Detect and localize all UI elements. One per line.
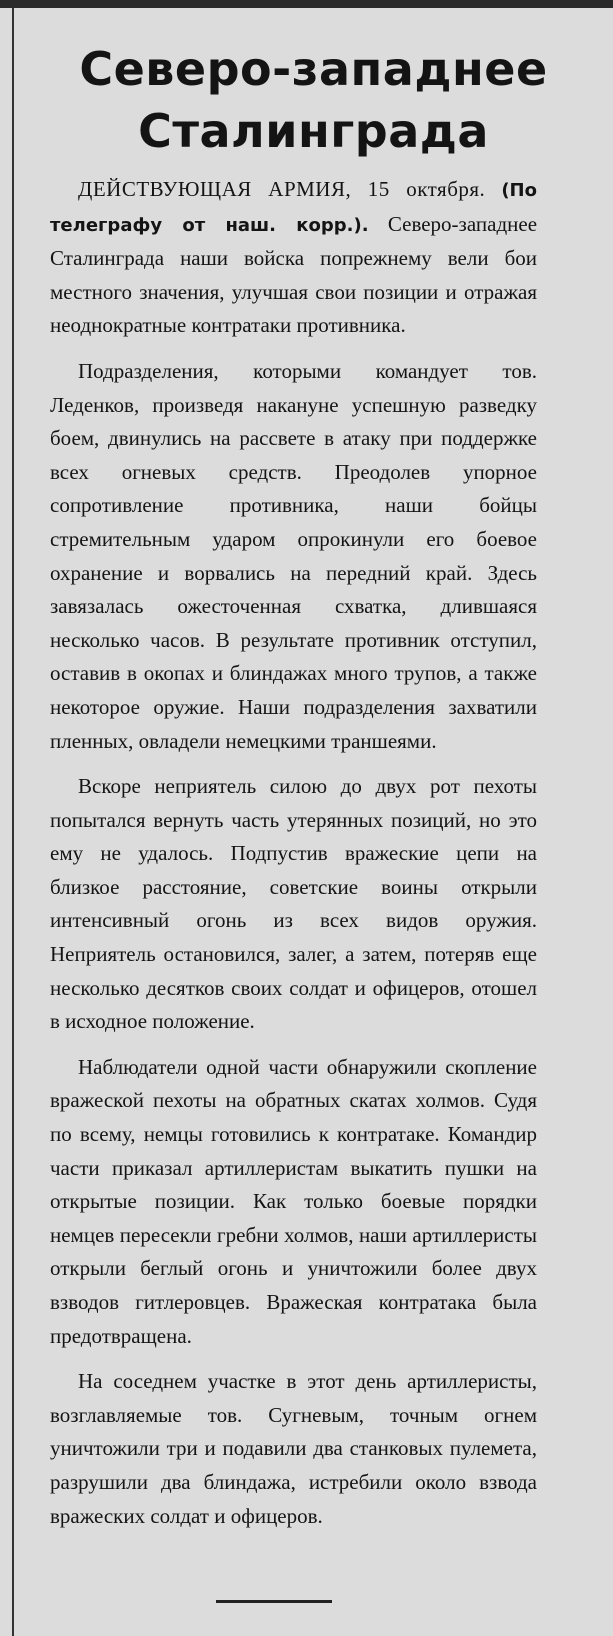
paragraph: Вскоре неприятель силою до двух рот пехоты попытался вернуть часть утерянных позиций, но это ему не удалось. Подпустив вражеские цепи на близкое расстояние, советские воины открыли интенсивный огонь из всех видов оружия. Неприятель остановился, залег, а затем, потеряв еще несколько десятков своих солдат и офицеров, отошел в исходное положение. [50,774,537,1034]
article-body [50,173,537,1545]
headline-line-1: Северо-западнее [79,42,548,96]
dateline: ДЕЙСТВУЮЩАЯ АРМИЯ, 15 октября. [78,177,486,201]
lead-paragraph [50,173,537,343]
paragraph: Наблюдатели одной части обнаружили скопление вражеской пехоты на обратных скатах холмов. Судя по всему, немцы готовились к контратаке. Командир части приказал артиллеристам выкатить пушки на открытые позиции. Как только боевые порядки немцев пересекли гребни холмов, наши артиллеристы открыли беглый огонь и уничтожили более двух взводов гитлеровцев. Вражеская контратака была предотвращена. [50,1054,537,1348]
end-of-article-rule [216,1600,332,1603]
paragraph: Подразделения, которыми командует тов. Леденков, произведя накануне успешную разведку боем, двинулись на рассвете в атаку при поддержке всех огневых средств. Преодолев упорное сопротивление противника, наши бойцы стремительным ударом опрокинули его боевое охранение и ворвались на передний край. Здесь завязалась ожесточенная схватка, длившаяся несколько часов. В результате противник отступил, оставив в окопах и блиндажах много трупов, а также некоторое оружие. Наши подразделения захватили пленных, овладели немецкими траншеями. [50,358,537,753]
headline-line-2: Сталинграда [138,104,489,158]
source-credit: (По телеграфу от наш. корр.). [50,180,537,236]
headline [14,38,613,162]
newspaper-column [12,8,613,1636]
top-border-rule [0,0,613,8]
paragraph: На соседнем участке в этот день артиллеристы, возглавляемые тов. Сугневым, точным огнем уничтожили три и подавили два станковых пулемета, разрушили два блиндажа, истребили около взвода вражеских солдат и офицеров. [50,1369,537,1528]
paragraph-text: Северо-западнее Сталинграда наши войска попрежнему вели бои местного значения, улучшая свои позиции и отражая неоднократные контратаки противника. [50,211,538,338]
